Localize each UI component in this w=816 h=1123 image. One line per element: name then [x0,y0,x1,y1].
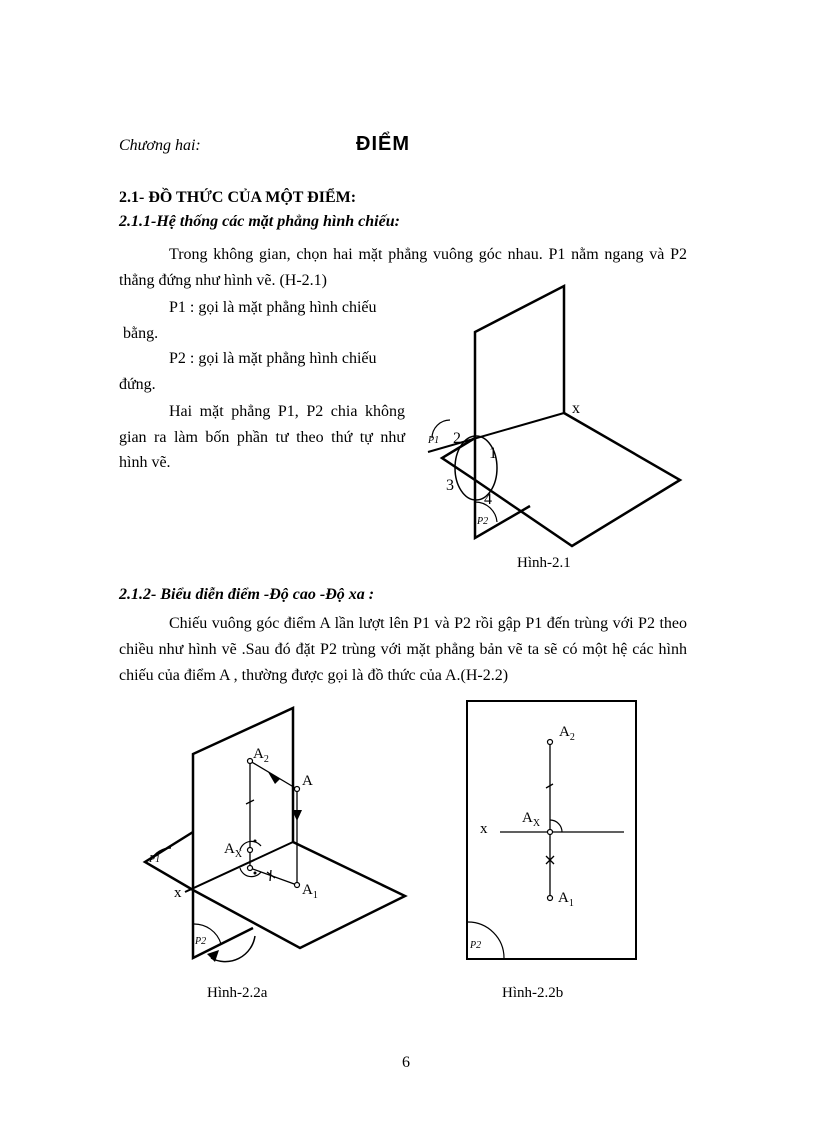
figure-2-1 [410,280,690,550]
p1-definition: P1 : gọi là mặt phẳng hình chiếu [169,299,377,316]
a-label: A [302,773,313,789]
b-a2-label: $A_2$ [559,724,575,743]
figure-2-2b-caption: Hình-2.2b [502,985,564,1001]
section-heading: 2.1- ĐỒ THỨC CỦA MỘT ĐIỂM: [119,189,357,206]
x-label: x [174,885,182,901]
svg-text:P2: P2 [470,940,482,951]
subsection-heading: 2.1.1-Hệ thống các mặt phẳng hình chiếu: [119,213,400,230]
a2-label: $A_2$ [253,746,269,765]
p2-definition-cont: đứng. [119,376,156,393]
figure-2-1-caption: Hình-2.1 [517,555,571,571]
plane-p2-label: P2 [477,516,489,527]
x-axis-label: x [572,400,580,417]
page-number: 6 [402,1054,410,1071]
chapter-title: ĐIỂM [356,133,410,155]
b-x-label: x [480,821,488,837]
figure-2-2a-caption: Hình-2.2a [207,985,268,1001]
subsection-heading-2: 2.1.2- Biểu diễn điểm -Độ cao -Độ xa : [119,586,375,603]
paragraph-projection: Chiếu vuông góc điểm A lần lượt lên P1 và P2 rồi gập P1 đến trùng với P2 theo chiều như hình vẽ .Sau đó đặt P2 trùng với mặt phẳng bản vẽ ta sẽ có một hệ các hình chiếu của điểm A , thường được gọi là đồ thức của A.(H-2.2) [119,615,687,684]
svg-text:P1: P1 [149,854,161,865]
figure-2-2a [135,700,425,980]
paragraph-quadrants: Hai mặt phẳng P1, P2 chia không gian ra làm bốn phần tư theo thứ tự như hình vẽ. [119,403,405,471]
quadrant-3-label: 3 [446,477,454,494]
quadrant-1-label: 1 [489,445,497,462]
p2-definition: P2 : gọi là mặt phẳng hình chiếu [169,350,377,367]
quadrant-2-label: 2 [453,430,461,447]
svg-text:P2: P2 [195,936,207,947]
plane-p1-label: P1 [428,435,440,446]
plane-p2-outline [475,286,564,458]
a1-label: $A_1$ [302,882,318,901]
p1-definition-cont: bằng. [123,325,159,342]
figure-2-2b [466,700,638,962]
paragraph-intro: Trong không gian, chọn hai mặt phẳng vuông góc nhau. P1 nằm ngang và P2 thẳng đứng như hình vẽ. (H-2.1) [119,246,687,289]
ax-label: $A_X$ [224,841,243,860]
quadrant-4-label: 4 [484,491,492,508]
chapter-label: Chương hai: [119,137,201,154]
b-ax-label: $A_X$ [522,810,541,829]
b-a1-label: $A_1$ [558,890,574,909]
